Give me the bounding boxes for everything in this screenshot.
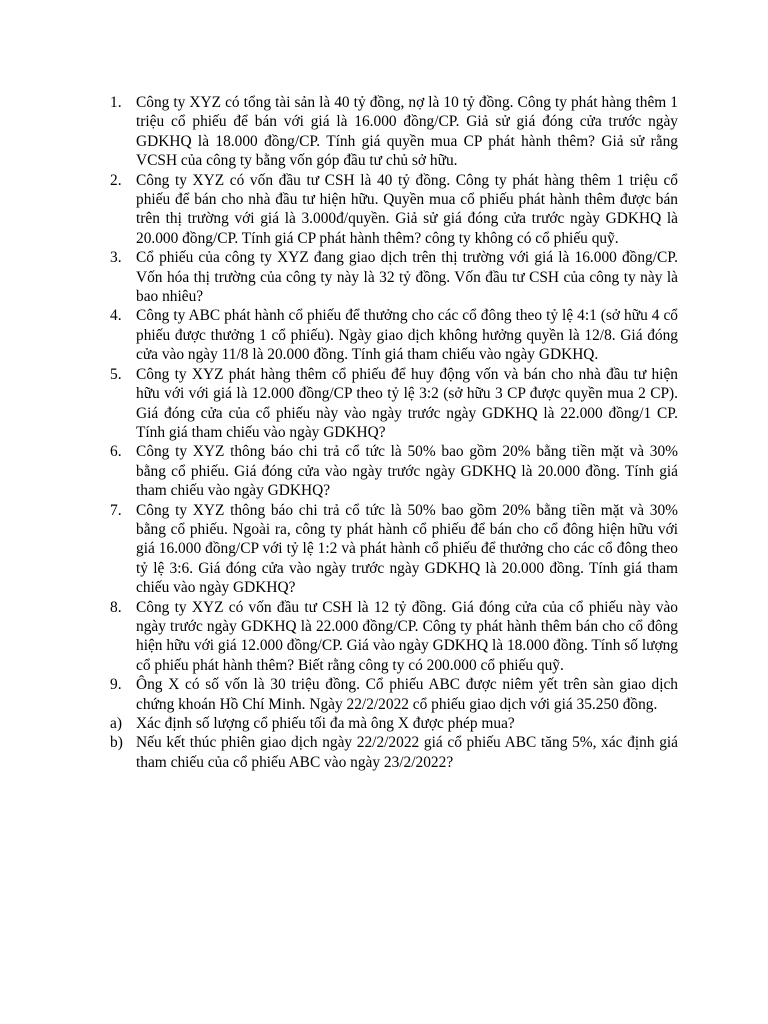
list-marker: 4. [110,307,122,325]
list-marker: 8. [110,598,122,616]
list-item-text: Ông X có số vốn là 30 triệu đồng. Cổ phiếu ABC được niêm yết trên sàn giao dịch chứng khoán Hồ Chí Minh. Ngày 22/2/2022 cổ phiếu giao dịch với giá 35.250 đồng. [136,676,678,713]
list-item-text: Công ty ABC phát hành cổ phiếu để thưởng cho các cổ đông theo tỷ lệ 4:1 (sở hữu 4 cổ phiếu được thưởng 1 cổ phiếu). Ngày giao dịch không hưởng quyền là 12/8. Giá đóng cửa vào ngày 11/8 là 20.000 đồng. Tính giá tham chiếu vào ngày GDKHQ. [136,307,678,364]
list-item-text: Công ty XYZ có tổng tài sản là 40 tỷ đồng, nợ là 10 tỷ đồng. Công ty phát hàng thêm 1 triệu cổ phiếu để bán với giá là 16.000 đồng/CP. Giả sử giá đóng cửa trước ngày GDKHQ là 18.000 đồng/CP. Tính giá quyền mua CP phát hành thêm? Giả sử rằng VCSH của công ty bằng vốn góp đầu tư chủ sở hữu. [136,94,678,170]
list-item [104,306,678,364]
list-marker: 2. [110,171,122,189]
list-item [104,733,678,772]
list-marker: 6. [110,443,122,461]
list-item-text: Xác định số lượng cổ phiếu tối đa mà ông X được phép mua? [136,715,515,732]
list-marker: 1. [110,94,122,111]
exercise-list [104,93,678,772]
list-item [104,598,678,676]
list-marker: 3. [110,249,122,267]
list-item-text: Công ty XYZ thông báo chi trả cổ tức là 50% bao gồm 20% bằng tiền mặt và 30% bằng cổ phiếu. Giá đóng cửa vào ngày trước ngày GDKHQ là 20.000 đồng. Tính giá tham chiếu vào ngày GDKHQ? [136,443,678,500]
list-item [104,501,678,598]
list-marker: 7. [110,501,122,519]
list-item [104,675,678,714]
list-marker: b) [110,734,123,752]
list-item [104,93,678,171]
list-item-text: Công ty XYZ thông báo chi trả cổ tức là 50% bao gồm 20% bằng tiền mặt và 30% bằng cổ phiếu. Ngoài ra, công ty phát hành cổ phiếu để bán cho cổ đông hiện hữu với giá 16.000 đồng/CP với tỷ lệ 1:2 và phát hành cổ phiếu để thưởng cho các cổ đông theo tỷ lệ 3:6. Giá đóng cửa vào ngày trước ngày GDKHQ là 20.000 đồng. Tính giá tham chiếu vào ngày GDKHQ? [136,501,678,597]
list-item [104,248,678,306]
list-marker: 9. [110,676,122,694]
list-item-text: Công ty XYZ phát hàng thêm cổ phiếu để huy động vốn và bán cho nhà đầu tư hiện hữu với với giá là 12.000 đồng/CP theo tỷ lệ 3:2 (sở hữu 3 CP được quyền mua 2 CP). Giá đóng cửa của cổ phiếu này vào ngày trước ngày GDKHQ là 22.000 đồng/1 CP. Tính giá tham chiếu vào ngày GDKHQ? [136,365,678,441]
list-marker: a) [110,715,122,732]
list-item-text: Nếu kết thúc phiên giao dịch ngày 22/2/2022 giá cổ phiếu ABC tăng 5%, xác định giá tham chiếu của cổ phiếu ABC vào ngày 23/2/2022? [136,734,678,771]
list-item [104,442,678,500]
list-item [104,714,678,733]
list-marker: 5. [110,365,122,383]
list-item [104,171,678,249]
list-item [104,365,678,443]
list-item-text: Công ty XYZ có vốn đầu tư CSH là 40 tỷ đồng. Công ty phát hàng thêm 1 triệu cổ phiếu để bán cho nhà đầu tư hiện hữu. Quyền mua cổ phiếu phát hành thêm được bán trên thị trường với giá là 3.000đ/quyền. Giả sử giá đóng cửa trước ngày GDKHQ là 20.000 đồng/CP. Tính giá CP phát hành thêm? công ty không có cổ phiếu quỹ. [136,171,678,247]
list-item-text: Công ty XYZ có vốn đầu tư CSH là 12 tỷ đồng. Giá đóng cửa của cổ phiếu này vào ngày trước ngày GDKHQ là 22.000 đồng/CP. Công ty phát hành thêm bán cho cổ đông hiện hữu với giá 12.000 đồng/CP. Giá vào ngày GDKHQ là 18.000 đồng. Tính số lượng cổ phiếu phát hành thêm? Biết rằng công ty có 200.000 cổ phiếu quỹ. [136,598,678,674]
list-item-text: Cổ phiếu của công ty XYZ đang giao dịch trên thị trường với giá là 16.000 đồng/CP. Vốn hóa thị trường của công ty này là 32 tỷ đồng. Vốn đầu tư CSH của công ty này là bao nhiêu? [136,249,678,306]
